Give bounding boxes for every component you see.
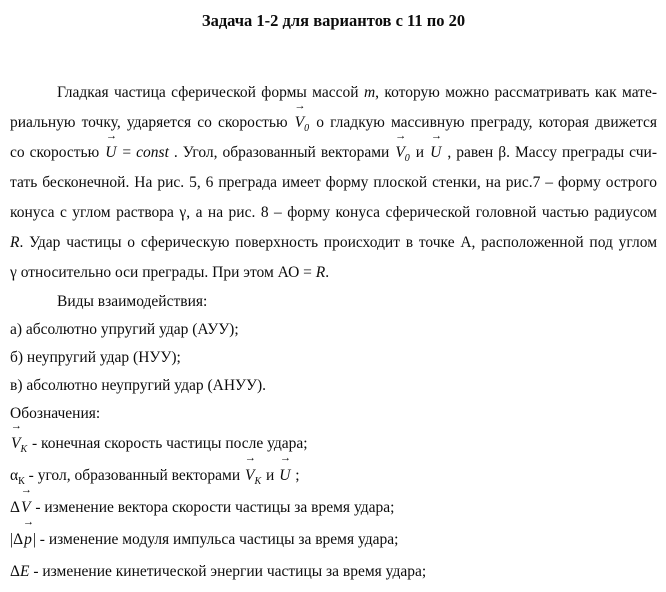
vector-letter: V → bbox=[244, 452, 256, 484]
text-run: - изменение вектора скорости частицы за время удара; bbox=[31, 499, 395, 516]
text-line bbox=[10, 258, 657, 288]
math-italic: E bbox=[19, 563, 30, 580]
text-run: б) неупругий удар (НУУ); bbox=[10, 349, 181, 366]
text-run: и bbox=[262, 467, 279, 484]
vector-symbol bbox=[294, 100, 310, 135]
vector-arrow-icon: → bbox=[10, 420, 22, 433]
vector-symbol bbox=[104, 130, 117, 161]
text-run: со скоростью bbox=[10, 144, 105, 161]
text-line bbox=[10, 168, 657, 198]
text-line bbox=[10, 228, 657, 258]
vector-arrow-icon: → bbox=[22, 516, 34, 529]
text-run: . Угол, образованный векторами bbox=[168, 144, 395, 161]
vector-letter: U → bbox=[430, 130, 442, 161]
vector-symbol bbox=[10, 420, 28, 456]
vector-arrow-icon: → bbox=[20, 484, 32, 497]
text-run: - изменение кинетической энергии частицы за время удара; bbox=[29, 563, 427, 580]
text-line bbox=[10, 484, 657, 524]
vector-arrow-icon: → bbox=[244, 452, 256, 465]
subscript: К bbox=[18, 476, 25, 488]
text-run: = bbox=[117, 144, 137, 161]
text-line bbox=[10, 288, 657, 316]
text-run: Обозначения: bbox=[10, 405, 101, 422]
vector-letter: p → bbox=[22, 516, 34, 548]
text-run: ; bbox=[291, 467, 300, 484]
text-run: α bbox=[10, 467, 19, 484]
vector-symbol bbox=[22, 516, 34, 548]
text-run: Δ bbox=[10, 563, 20, 580]
text-run: , равен β. Массу преграды счи- bbox=[442, 144, 657, 161]
document-content bbox=[10, 78, 657, 588]
text-line bbox=[10, 78, 657, 108]
vector-symbol bbox=[20, 484, 32, 516]
vector-subscript: 0 bbox=[304, 123, 310, 135]
vector-letter: V → bbox=[294, 100, 306, 131]
vector-arrow-icon: → bbox=[279, 452, 291, 465]
text-run: тать бесконечной. На рис. 5, 6 преграда имеет форму плоской стенки, на рис.7 – форму острого bbox=[10, 174, 657, 191]
vector-symbol bbox=[394, 130, 410, 165]
vector-symbol bbox=[429, 130, 442, 161]
vector-arrow-icon: → bbox=[294, 100, 306, 113]
vector-letter: U → bbox=[105, 130, 117, 161]
vector-arrow-icon: → bbox=[105, 130, 117, 143]
vector-subscript: К bbox=[254, 476, 262, 488]
text-run: о гладкую массивную преграду, которая движется bbox=[310, 114, 657, 131]
text-line bbox=[10, 130, 657, 168]
vector-arrow-icon: → bbox=[430, 130, 442, 143]
text-run: |Δ bbox=[10, 531, 24, 548]
math-italic: const bbox=[136, 144, 169, 161]
math-italic: m bbox=[363, 84, 376, 101]
vector-subscript: К bbox=[20, 444, 28, 456]
text-run: а) абсолютно упругий удар (АУУ); bbox=[10, 321, 239, 338]
text-run: конуса с углом раствора γ, а на рис. 8 – форму конуса сферической головной частью радиусом bbox=[10, 204, 657, 221]
vector-subscript: 0 bbox=[404, 153, 410, 165]
vector-letter: V → bbox=[20, 484, 32, 516]
text-line bbox=[10, 556, 657, 588]
text-line bbox=[10, 400, 657, 428]
text-run: и bbox=[410, 144, 430, 161]
text-line bbox=[10, 516, 657, 556]
text-run: Гладкая частица сферической формы массой bbox=[57, 84, 364, 101]
text-line bbox=[10, 344, 657, 372]
vector-letter: U → bbox=[279, 452, 291, 484]
text-run: риальную точку, ударяется со скоростью bbox=[10, 114, 294, 131]
vector-letter: V → bbox=[394, 130, 407, 161]
text-run: - угол, образованный векторами bbox=[24, 467, 245, 484]
text-line bbox=[10, 420, 657, 460]
text-run: γ относительно оси преграды. При этом АО = bbox=[10, 264, 316, 281]
text-run: Δ bbox=[10, 499, 20, 516]
text-run: - конечная скорость частицы после удара; bbox=[28, 435, 308, 452]
math-italic: R bbox=[10, 234, 20, 251]
text-line bbox=[10, 198, 657, 228]
text-run: , которую можно рассматривать как мате- bbox=[375, 84, 657, 101]
text-run: . bbox=[325, 264, 330, 281]
text-run: в) абсолютно неупругий удар (АНУУ). bbox=[10, 377, 266, 394]
vector-symbol bbox=[244, 452, 262, 488]
page-title: Задача 1-2 для вариантов с 11 по 20 bbox=[201, 11, 466, 30]
text-line bbox=[10, 316, 657, 344]
math-italic: R bbox=[315, 264, 326, 281]
vector-symbol bbox=[278, 452, 291, 484]
text-line bbox=[10, 372, 657, 400]
text-run: | - изменение модуля импульса частицы за время удара; bbox=[32, 531, 399, 548]
vector-arrow-icon: → bbox=[394, 130, 407, 143]
text-line bbox=[10, 452, 657, 492]
text-run: . Удар частицы о сферическую поверхность происходит в точке А, расположенной под углом bbox=[19, 234, 657, 251]
text-run: Виды взаимодействия: bbox=[57, 293, 208, 310]
vector-letter: V → bbox=[10, 420, 22, 452]
